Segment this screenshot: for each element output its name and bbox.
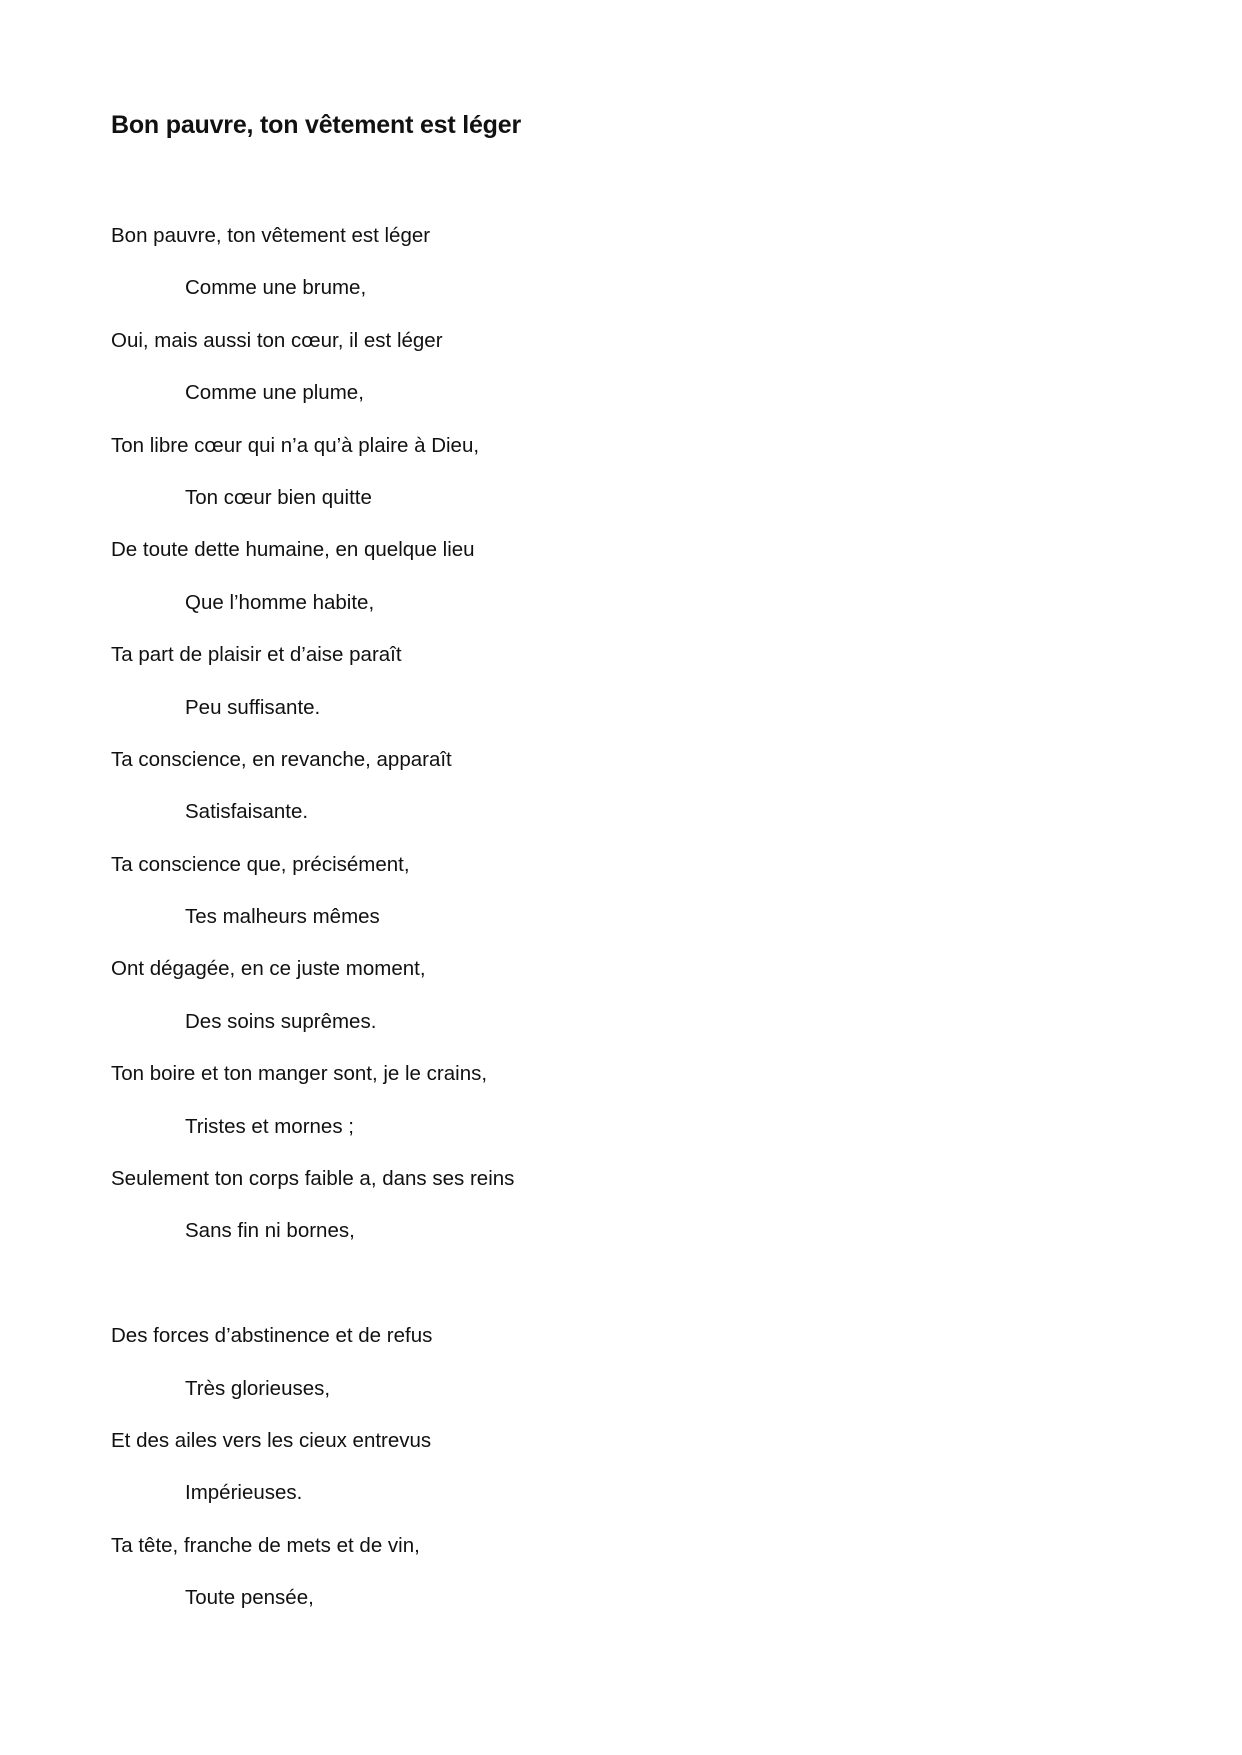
poem-line: Des soins suprêmes. xyxy=(185,1009,377,1033)
poem-line: Ton cœur bien quitte xyxy=(185,485,372,509)
poem-line: Toute pensée, xyxy=(185,1586,314,1610)
poem-line: Impérieuses. xyxy=(185,1481,303,1505)
poem-line: Seulement ton corps faible a, dans ses reins xyxy=(111,1167,515,1191)
stanza xyxy=(111,1322,1111,1636)
poem-line: Ta conscience, en revanche, apparaît xyxy=(111,747,452,771)
stanza-break xyxy=(111,1270,1111,1322)
poem-line: Satisfaisante. xyxy=(185,800,309,824)
poem-line: Que l’homme habite, xyxy=(185,590,375,614)
poem-line: Sans fin ni bornes, xyxy=(185,1219,355,1243)
poem-line: Très glorieuses, xyxy=(185,1376,331,1400)
poem-line: Et des ailes vers les cieux entrevus xyxy=(111,1428,432,1452)
poem-line: Des forces d’abstinence et de refus xyxy=(111,1324,433,1348)
poem-line: Tristes et mornes ; xyxy=(185,1114,354,1138)
poem-line: Ont dégagée, en ce juste moment, xyxy=(111,957,426,981)
poem-line: Ta conscience que, précisément, xyxy=(111,852,410,876)
poem-line: Ta part de plaisir et d’aise paraît xyxy=(111,643,402,667)
poem-line: Ta tête, franche de mets et de vin, xyxy=(111,1533,420,1557)
poem-line: De toute dette humaine, en quelque lieu xyxy=(111,538,475,562)
poem-line: Tes malheurs mêmes xyxy=(185,905,380,929)
poem-line: Ton libre cœur qui n’a qu’à plaire à Dieu, xyxy=(111,433,480,457)
poem-line: Bon pauvre, ton vêtement est léger xyxy=(111,224,431,247)
poem-line: Ton boire et ton manger sont, je le crains, xyxy=(111,1062,488,1086)
poem-title: Bon pauvre, ton vêtement est léger xyxy=(111,111,521,139)
poem-line: Comme une plume, xyxy=(185,381,364,405)
poem-body xyxy=(111,222,1111,1637)
poem-line: Oui, mais aussi ton cœur, il est léger xyxy=(111,328,443,352)
poem-line: Peu suffisante. xyxy=(185,695,321,719)
stanza xyxy=(111,222,1111,1270)
poem-line: Comme une brume, xyxy=(185,276,367,300)
